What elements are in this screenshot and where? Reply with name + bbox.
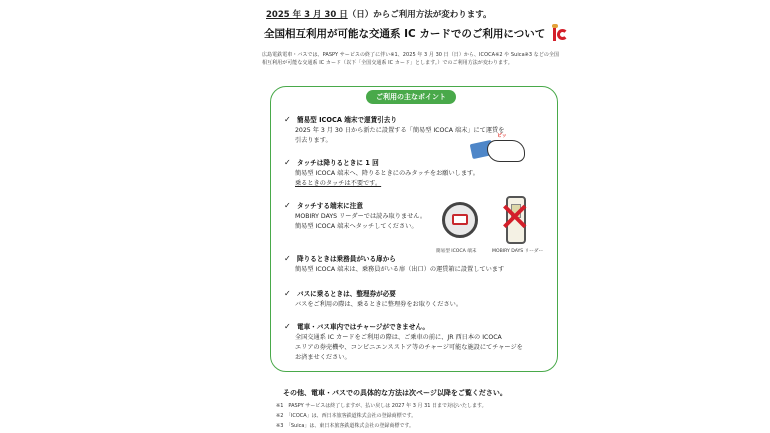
point-body-line: 引去ります。	[295, 137, 332, 144]
check-icon: ✓	[284, 321, 291, 331]
point-body-line: お済ませください。	[295, 354, 351, 361]
point-item	[284, 157, 546, 189]
point-body-line: 簡易型 ICOCA 端末は、乗務員がいる扉（出口）の運賃箱に設置しています	[295, 266, 505, 273]
change-notice	[266, 8, 562, 20]
points-title: ご利用の主なポイント	[366, 90, 456, 104]
point-heading: タッチは降りるときに 1 回	[297, 159, 379, 167]
check-icon: ✓	[284, 253, 291, 263]
point-item	[284, 321, 546, 363]
footnote: ※2 「ICOCA」は、西日本旅客鉄道株式会社の登録商標です。	[276, 413, 417, 419]
reader-caption: MOBIRY DAYS リーダー	[492, 249, 544, 254]
check-icon: ✓	[284, 288, 291, 298]
point-heading: バスに乗るときは、整理券が必要	[297, 290, 396, 298]
footnote: ※3 「Suica」は、東日本旅客鉄道株式会社の登録商標です。	[276, 423, 415, 429]
point-item	[284, 253, 546, 275]
point-heading: 降りるときは乗務員がいる扉から	[297, 255, 396, 263]
point-body-line: 簡易型 ICOCA 端末へ、降りるときにのみタッチをお願いします。	[295, 170, 479, 177]
touch-label: ピッ	[497, 133, 507, 139]
point-heading: タッチする端末に注意	[297, 202, 363, 210]
terminal-caption: 簡易型 ICOCA 端末	[436, 249, 477, 254]
footnote: ※1 PASPY サービスは終了しますが、払い戻しは 2027 年 3 月 31 日まで対応いたします。	[276, 403, 487, 409]
check-icon: ✓	[284, 200, 291, 210]
icoca-terminal-icon	[442, 202, 478, 238]
terminal-illustration	[436, 196, 546, 260]
intro-paragraph: 広島電鉄電車・バスでは、PASPY サービスの終了に伴い※1、2025 年 3 月 30 日（日）から、ICOCA※2 や Suica※3 などの全国相互利用が可能な交通系 IC カード（以下「全国交通系 IC カード」とします。）でのご利用方法が変わります。	[262, 52, 560, 67]
point-body-line: バスをご利用の際は、乗るときに整理券をお取りください。	[295, 301, 463, 308]
point-body-line: エリアの券売機や、コンビニエンスストア等のチャージ可能な施設にてチャージを	[295, 344, 523, 351]
check-icon: ✓	[284, 114, 291, 124]
footer-message: その他、電車・バスでの具体的な方法は次ページ以降をご覧ください。	[283, 389, 507, 397]
point-body-line: 2025 年 3 月 30 日から新たに設置する「簡易型 ICOCA 端末」にて運賃を	[295, 127, 505, 134]
point-heading: 簡易型 ICOCA 端末で運賃引去り	[297, 116, 397, 124]
point-body-line: MOBIRY DAYS リーダーでは読み取りません。	[295, 213, 427, 220]
page-title: 全国相互利用が可能な交通系 IC カードでのご利用について	[264, 27, 546, 40]
point-body-line: 簡易型 ICOCA 端末へタッチしてください。	[295, 223, 418, 230]
point-body-line: 乗るときのタッチは不要です。	[295, 180, 382, 187]
cross-icon: ✕	[498, 195, 532, 241]
check-icon: ✓	[284, 157, 291, 167]
point-item	[284, 288, 546, 310]
notice-date: 2025 年 3 月 30 日	[266, 10, 348, 20]
notice-header	[262, 8, 562, 68]
point-heading: 電車・バス車内ではチャージができません。	[297, 323, 429, 331]
ic-logo-icon	[551, 24, 562, 42]
title-row	[262, 24, 562, 42]
notice-text: （日）からご利用方法が変わります。	[347, 10, 492, 20]
point-body-line: 全国交通系 IC カードをご利用の際は、ご乗車の前に、JR 西日本の ICOCA	[295, 334, 502, 341]
